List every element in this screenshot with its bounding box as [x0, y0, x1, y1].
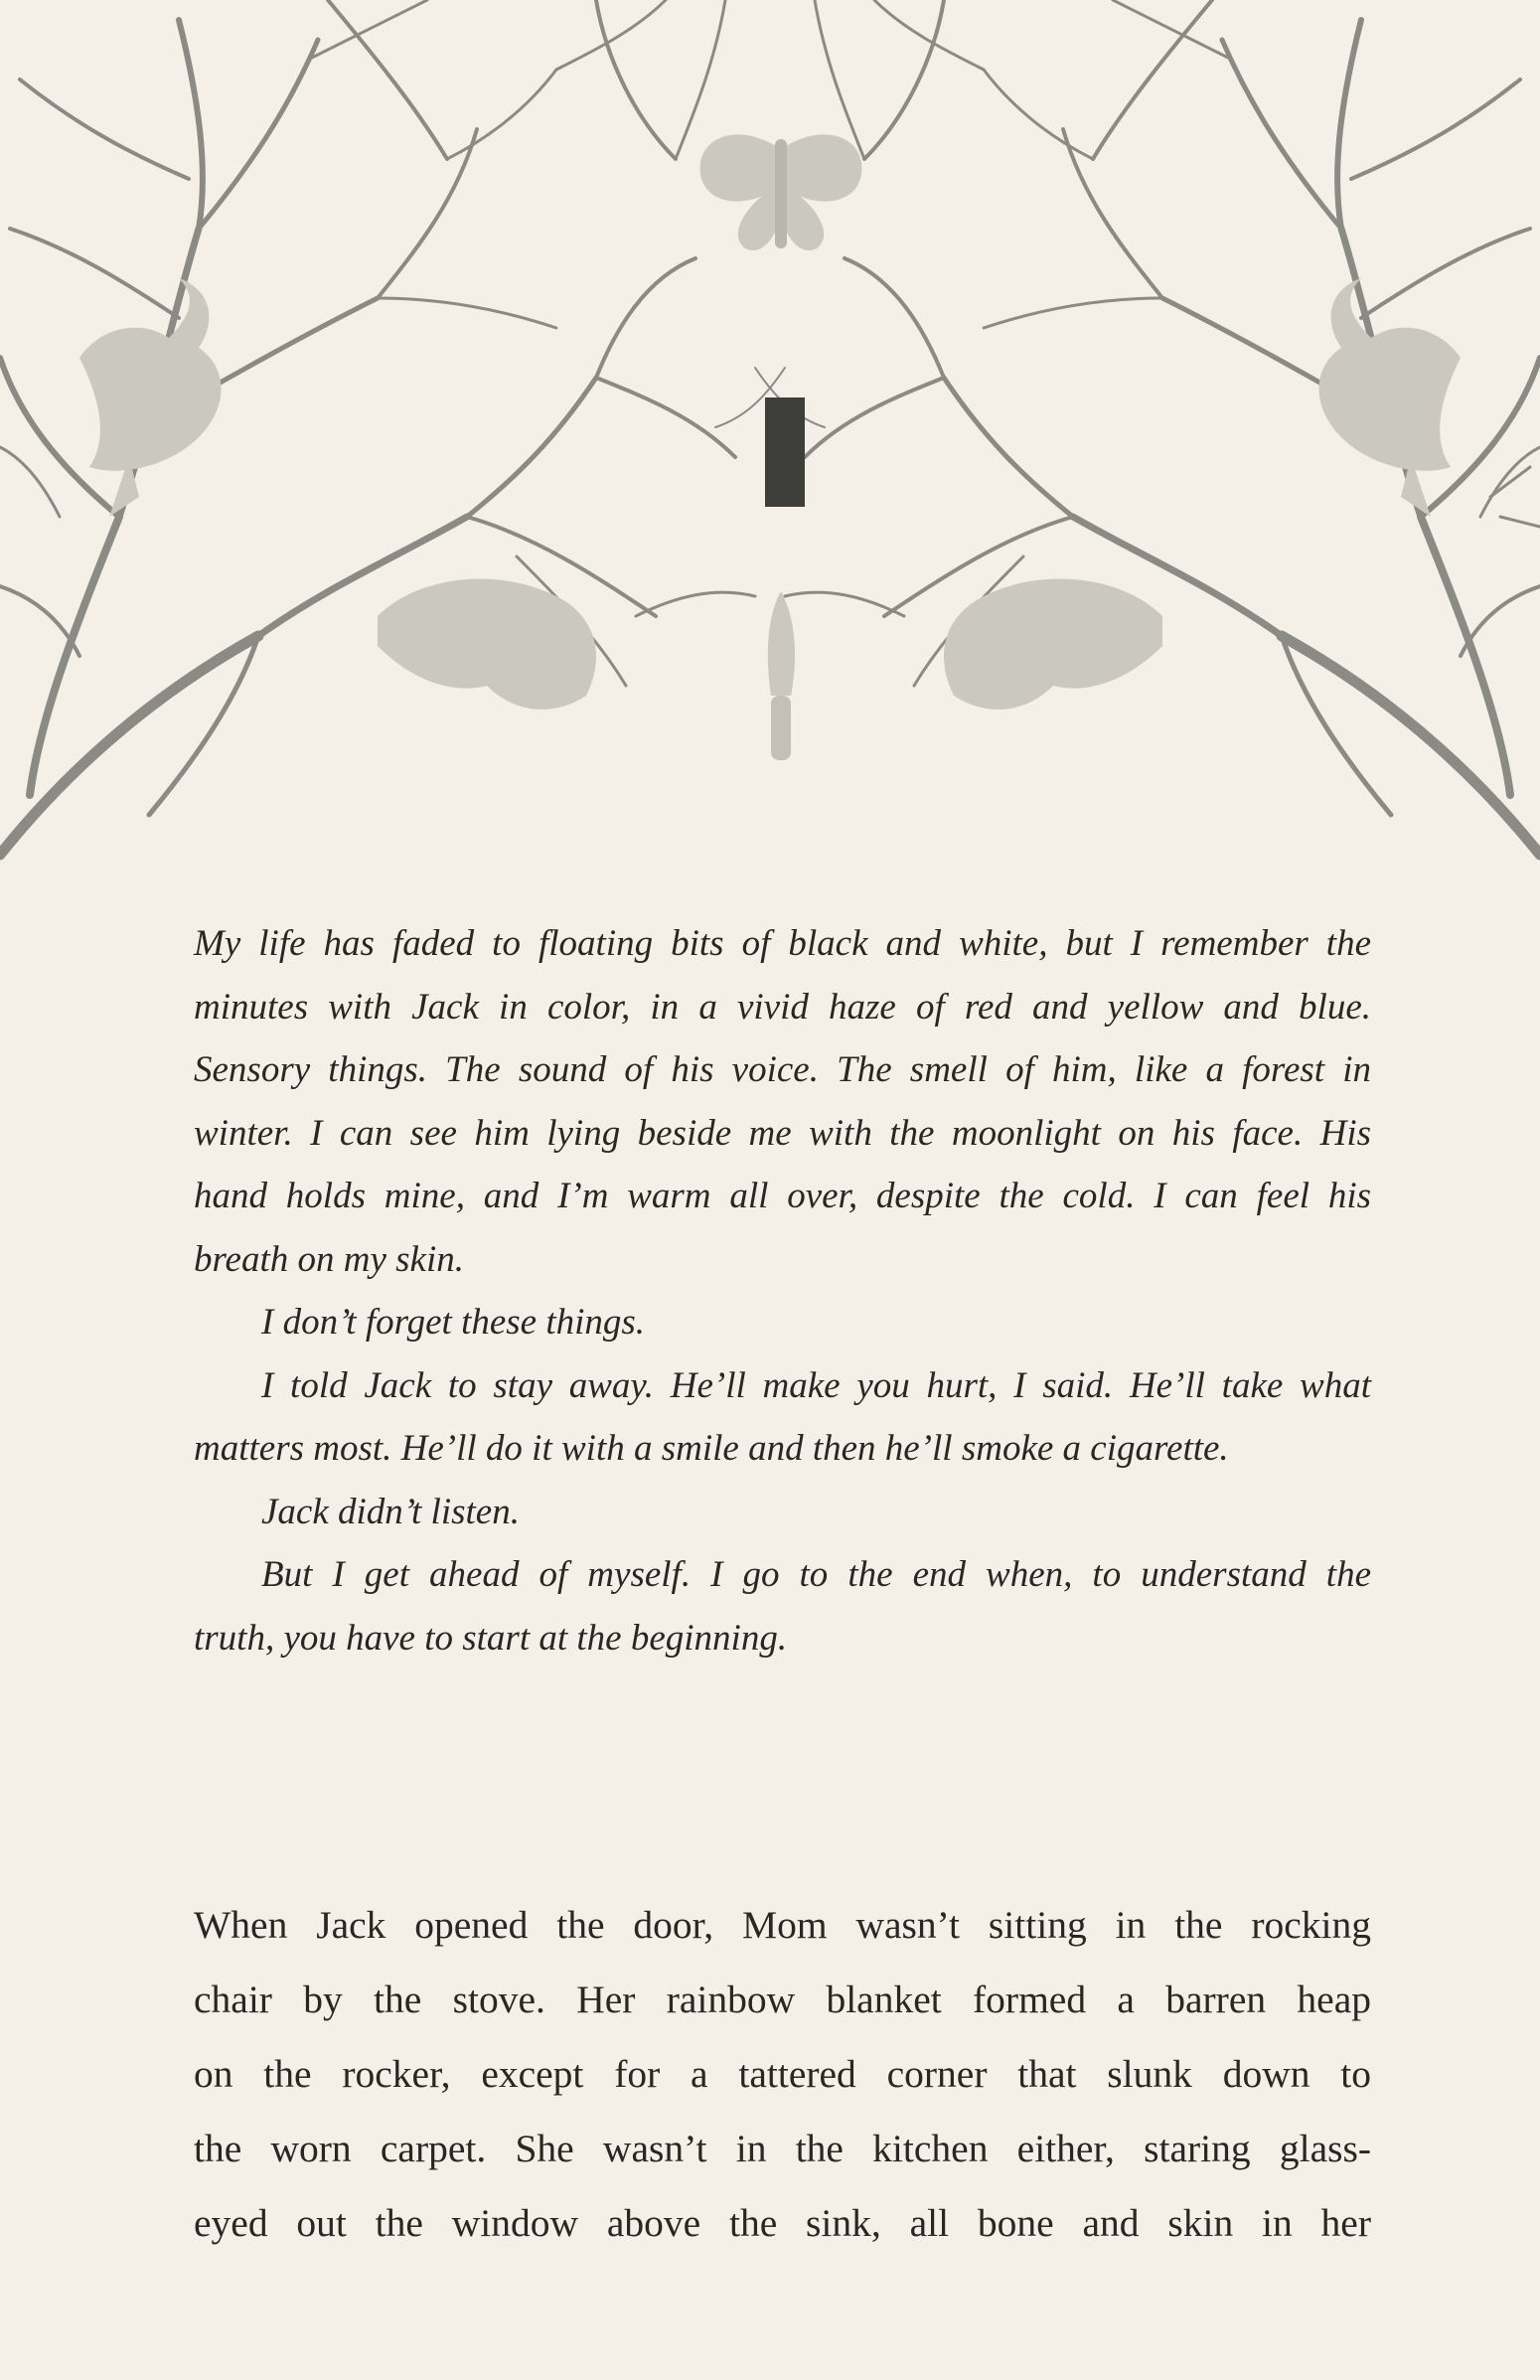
body-line: chair by the stove. Her rainbow blanket formed a barren heap: [194, 1978, 1371, 2021]
prologue-line: breath on my skin.: [194, 1238, 464, 1280]
prologue-line: Jack didn’t listen.: [261, 1491, 520, 1532]
prologue-line: hand holds mine, and I’m warm all over, despite the cold. I can feel his: [194, 1176, 1371, 1216]
moth-icon: [700, 134, 862, 250]
wolf-icon: [944, 579, 1162, 710]
chapter-number: [765, 397, 805, 507]
prologue-line: matters most. He’ll do it with a smile and then he’ll smoke a cigarette.: [194, 1428, 1229, 1469]
body-line: on the rocker, except for a tattered corner that slunk down to: [194, 2052, 1371, 2096]
prologue-line: truth, you have to start at the beginning.: [194, 1617, 788, 1659]
body-line: When Jack opened the door, Mom wasn’t sitting in the rocking: [194, 1903, 1371, 1947]
body-line: the worn carpet. She wasn’t in the kitchen either, staring glass-: [194, 2127, 1371, 2170]
wolf-icon: [378, 579, 596, 710]
chapter-body-text: [194, 1888, 1371, 2261]
prologue-line: I told Jack to stay away. He’ll make you hurt, I said. He’ll take what: [261, 1364, 1371, 1406]
bird-icon: [79, 278, 222, 517]
prologue-italic-text: [194, 912, 1371, 1669]
body-line: eyed out the window above the sink, all bone and skin in her: [194, 2201, 1371, 2245]
prologue-line: minutes with Jack in color, in a vivid haze of red and yellow and blue.: [194, 986, 1371, 1028]
bird-icon: [1319, 278, 1462, 517]
prologue-line: My life has faded to floating bits of black and white, but I remember the: [194, 923, 1371, 964]
prologue-line: Sensory things. The sound of his voice. The smell of him, like a forest in: [194, 1049, 1371, 1090]
prologue-line: I don’t forget these things.: [261, 1302, 646, 1343]
knife-icon: [768, 591, 795, 760]
prologue-line: winter. I can see him lying beside me with the moonlight on his face. His: [194, 1112, 1371, 1154]
prologue-line: But I get ahead of myself. I go to the end when, to understand the: [261, 1554, 1371, 1595]
